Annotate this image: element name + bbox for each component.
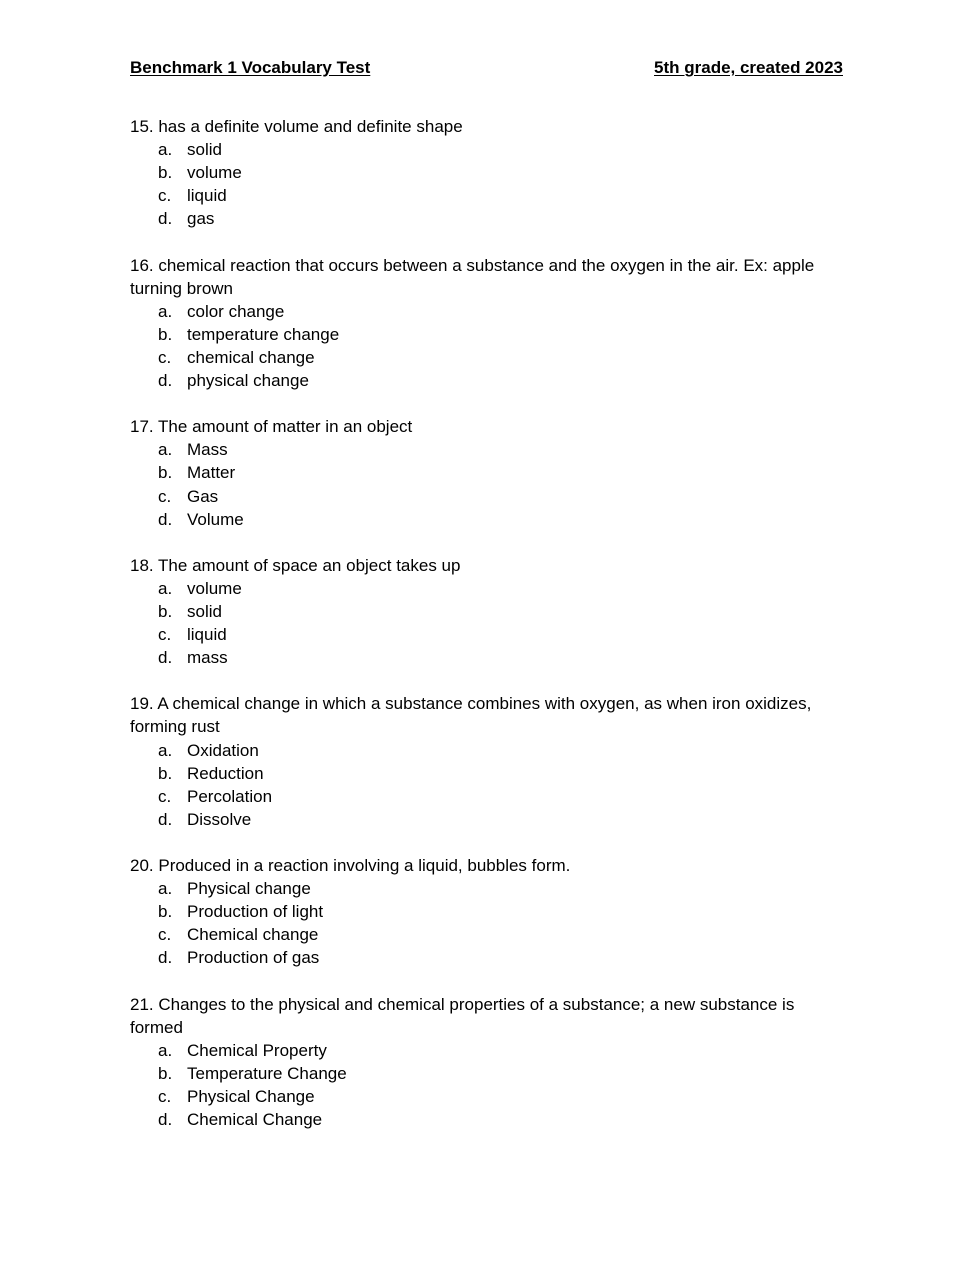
answer-options xyxy=(130,739,843,831)
answer-option xyxy=(130,646,843,669)
question-block xyxy=(130,554,843,669)
question-prompt: 21. Changes to the physical and chemical properties of a substance; a new substance is formed xyxy=(130,994,795,1037)
option-text: Matter xyxy=(187,463,236,483)
answer-option xyxy=(130,739,843,762)
option-text: Volume xyxy=(187,509,244,529)
option-letter: b. xyxy=(158,324,173,344)
option-text: Production of gas xyxy=(187,948,320,968)
option-letter: a. xyxy=(158,440,173,460)
answer-option xyxy=(130,1085,843,1108)
option-text: Temperature Change xyxy=(187,1063,347,1083)
option-text: Percolation xyxy=(187,786,273,806)
question-prompt: 18. The amount of space an object takes up xyxy=(130,555,461,575)
option-text: Oxidation xyxy=(187,740,259,760)
option-letter: d. xyxy=(158,809,173,829)
answer-option xyxy=(130,1039,843,1062)
option-text: Physical Change xyxy=(187,1086,315,1106)
option-letter: b. xyxy=(158,463,173,483)
answer-option xyxy=(130,900,843,923)
question-block xyxy=(130,854,843,969)
question-prompt: 17. The amount of matter in an object xyxy=(130,417,413,437)
option-text: solid xyxy=(187,601,222,621)
page-header xyxy=(130,57,843,79)
answer-option xyxy=(130,577,843,600)
option-letter: a. xyxy=(158,1040,173,1060)
option-text: color change xyxy=(187,301,285,321)
option-letter: c. xyxy=(158,786,172,806)
option-letter: c. xyxy=(158,1086,172,1106)
answer-option xyxy=(130,762,843,785)
option-letter: d. xyxy=(158,948,173,968)
answer-option xyxy=(130,438,843,461)
option-letter: c. xyxy=(158,347,172,367)
option-text: Chemical Property xyxy=(187,1040,327,1060)
question-block xyxy=(130,692,843,831)
option-text: Mass xyxy=(187,440,228,460)
option-letter: d. xyxy=(158,648,173,668)
option-text: Physical change xyxy=(187,879,311,899)
answer-option xyxy=(130,346,843,369)
answer-option xyxy=(130,623,843,646)
answer-option xyxy=(130,369,843,392)
answer-option xyxy=(130,323,843,346)
answer-option xyxy=(130,508,843,531)
answer-options xyxy=(130,300,843,392)
answer-option xyxy=(130,138,843,161)
question-block xyxy=(130,254,843,393)
option-text: mass xyxy=(187,648,228,668)
option-letter: b. xyxy=(158,902,173,922)
answer-option xyxy=(130,1062,843,1085)
answer-option xyxy=(130,485,843,508)
option-text: Chemical change xyxy=(187,925,319,945)
option-text: temperature change xyxy=(187,324,340,344)
question-block xyxy=(130,415,843,530)
option-letter: a. xyxy=(158,578,173,598)
answer-option xyxy=(130,808,843,831)
answer-option xyxy=(130,184,843,207)
question-prompt: 19. A chemical change in which a substance combines with oxygen, as when iron oxidizes, forming rust xyxy=(130,694,812,737)
option-text: physical change xyxy=(187,371,309,391)
answer-options xyxy=(130,1039,843,1131)
option-text: Production of light xyxy=(187,902,324,922)
option-text: chemical change xyxy=(187,347,315,367)
question-prompt: 20. Produced in a reaction involving a liquid, bubbles form. xyxy=(130,856,571,875)
option-letter: a. xyxy=(158,140,173,160)
option-text: solid xyxy=(187,140,222,160)
option-text: liquid xyxy=(187,625,227,645)
question-block xyxy=(130,115,843,230)
option-letter: c. xyxy=(158,486,172,506)
option-letter: a. xyxy=(158,740,173,760)
document-page xyxy=(130,57,843,1154)
option-letter: b. xyxy=(158,601,173,621)
option-text: liquid xyxy=(187,186,227,206)
option-letter: b. xyxy=(158,1063,173,1083)
option-letter: a. xyxy=(158,879,173,899)
option-letter: d. xyxy=(158,1110,173,1130)
question-prompt: 15. has a definite volume and definite shape xyxy=(130,117,463,136)
question-block xyxy=(130,993,843,1132)
option-letter: a. xyxy=(158,301,173,321)
option-letter: c. xyxy=(158,925,172,945)
test-title: Benchmark 1 Vocabulary Test xyxy=(130,58,371,77)
answer-option xyxy=(130,461,843,484)
answer-option xyxy=(130,600,843,623)
option-letter: b. xyxy=(158,163,173,183)
option-text: Gas xyxy=(187,486,219,506)
option-letter: b. xyxy=(158,763,173,783)
answer-option xyxy=(130,877,843,900)
option-text: gas xyxy=(187,209,215,229)
answer-option xyxy=(130,300,843,323)
option-letter: c. xyxy=(158,625,172,645)
answer-option xyxy=(130,1108,843,1131)
option-letter: d. xyxy=(158,509,173,529)
question-prompt: 16. chemical reaction that occurs between a substance and the oxygen in the air. Ex: apple turning brown xyxy=(130,255,815,298)
answer-options xyxy=(130,577,843,669)
answer-option xyxy=(130,923,843,946)
option-text: volume xyxy=(187,163,242,183)
option-text: volume xyxy=(187,578,242,598)
option-letter: c. xyxy=(158,186,172,206)
answer-options xyxy=(130,438,843,530)
answer-options xyxy=(130,138,843,230)
option-letter: d. xyxy=(158,209,173,229)
option-text: Chemical Change xyxy=(187,1110,323,1130)
question-list xyxy=(130,115,843,1131)
answer-option xyxy=(130,946,843,969)
option-text: Dissolve xyxy=(187,809,252,829)
option-text: Reduction xyxy=(187,763,264,783)
grade-info: 5th grade, created 2023 xyxy=(654,58,843,77)
option-letter: d. xyxy=(158,371,173,391)
answer-option xyxy=(130,161,843,184)
answer-option xyxy=(130,207,843,230)
answer-option xyxy=(130,785,843,808)
answer-options xyxy=(130,877,843,969)
